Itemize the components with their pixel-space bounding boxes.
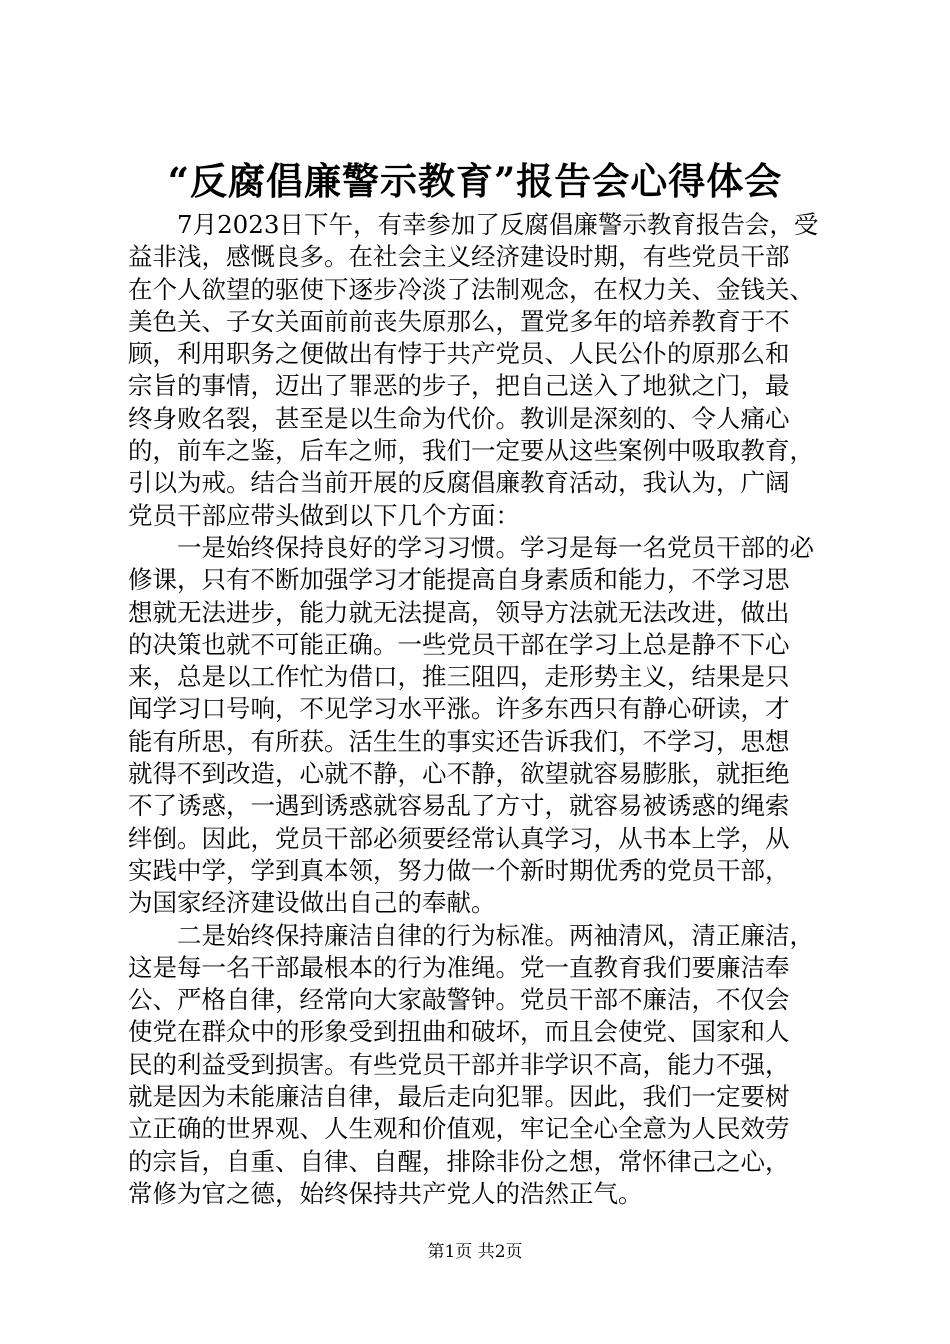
body-line: 就是因为未能廉洁自律，最后走向犯罪。因此，我们一定要树 [128, 1082, 790, 1112]
body-line: 民的利益受到损害。有些党员干部并非学识不高，能力不强， [128, 1049, 790, 1079]
body-line: 常修为官之德，始终保持共产党人的浩然正气。 [128, 1178, 643, 1208]
body-line: 闻学习口号响，不见学习水平涨。许多东西只有静心研读，才 [128, 694, 790, 724]
body-line: 终身败名裂，甚至是以生命为代价。教训是深刻的、令人痛心 [128, 403, 790, 433]
body-line: 修课，只有不断加强学习才能提高自身素质和能力，不学习思 [128, 565, 790, 595]
body-line: 二是始终保持廉洁自律的行为标准。两袖清风，清正廉洁， [177, 920, 814, 950]
document-body [128, 209, 838, 1210]
body-line: 来，总是以工作忙为借口，推三阻四，走形势主义，结果是只 [128, 662, 790, 692]
body-line: 为国家经济建设做出自己的奉献。 [128, 888, 496, 918]
body-line: 美色关、子女关面前前丧失原那么，置党多年的培养教育于不 [128, 306, 790, 336]
body-line: 实践中学，学到真本领，努力做一个新时期优秀的党员干部， [128, 855, 790, 885]
body-line: 宗旨的事情，迈出了罪恶的步子，把自己送入了地狱之门，最 [128, 371, 790, 401]
body-line: 想就无法进步，能力就无法提高，领导方法就无法改进，做出 [128, 597, 790, 627]
body-line: 的，前车之鉴，后车之师，我们一定要从这些案例中吸取教育， [128, 436, 814, 466]
page-number-footer: 第1页 共2页 [427, 1242, 523, 1262]
body-line: 的宗旨，自重、自律、自醒，排除非份之想，常怀律己之心， [128, 1146, 790, 1176]
body-line: 的决策也就不可能正确。一些党员干部在学习上总是静不下心 [128, 629, 790, 659]
body-line: 使党在群众中的形象受到扭曲和破坏，而且会使党、国家和人 [128, 1017, 790, 1047]
body-line: 不了诱惑，一遇到诱惑就容易乱了方寸，就容易被诱惑的绳索 [128, 791, 790, 821]
body-line: 党员干部应带头做到以下几个方面： [128, 500, 520, 530]
body-line: 一是始终保持良好的学习习惯。学习是每一名党员干部的必 [177, 532, 814, 562]
body-line: 立正确的世界观、人生观和价值观，牢记全心全意为人民效劳 [128, 1114, 790, 1144]
body-line: 就得不到改造，心就不静，心不静，欲望就容易膨胀，就拒绝 [128, 759, 790, 789]
body-line: 顾，利用职务之便做出有悖于共产党员、人民公仆的原那么和 [128, 339, 790, 369]
body-line: 这是每一名干部最根本的行为准绳。党一直教育我们要廉洁奉 [128, 952, 790, 982]
body-line: 7月2023日下午，有幸参加了反腐倡廉警示教育报告会，受 [177, 210, 819, 239]
body-line: 能有所思，有所获。活生生的事实还告诉我们，不学习，思想 [128, 726, 790, 756]
body-line: 公、严格自律，经常向大家敲警钟。党员干部不廉洁，不仅会 [128, 985, 790, 1015]
body-line: 益非浅，感慨良多。在社会主义经济建设时期，有些党员干部 [128, 242, 790, 272]
document-title: “反腐倡廉警示教育”报告会心得体会 [167, 159, 783, 203]
body-line: 绊倒。因此，党员干部必须要经常认真学习，从书本上学，从 [128, 823, 790, 853]
body-line: 在个人欲望的驱使下逐步冷淡了法制观念，在权力关、金钱关、 [128, 274, 814, 304]
body-line: 引以为戒。结合当前开展的反腐倡廉教育活动，我认为，广阔 [128, 468, 790, 498]
